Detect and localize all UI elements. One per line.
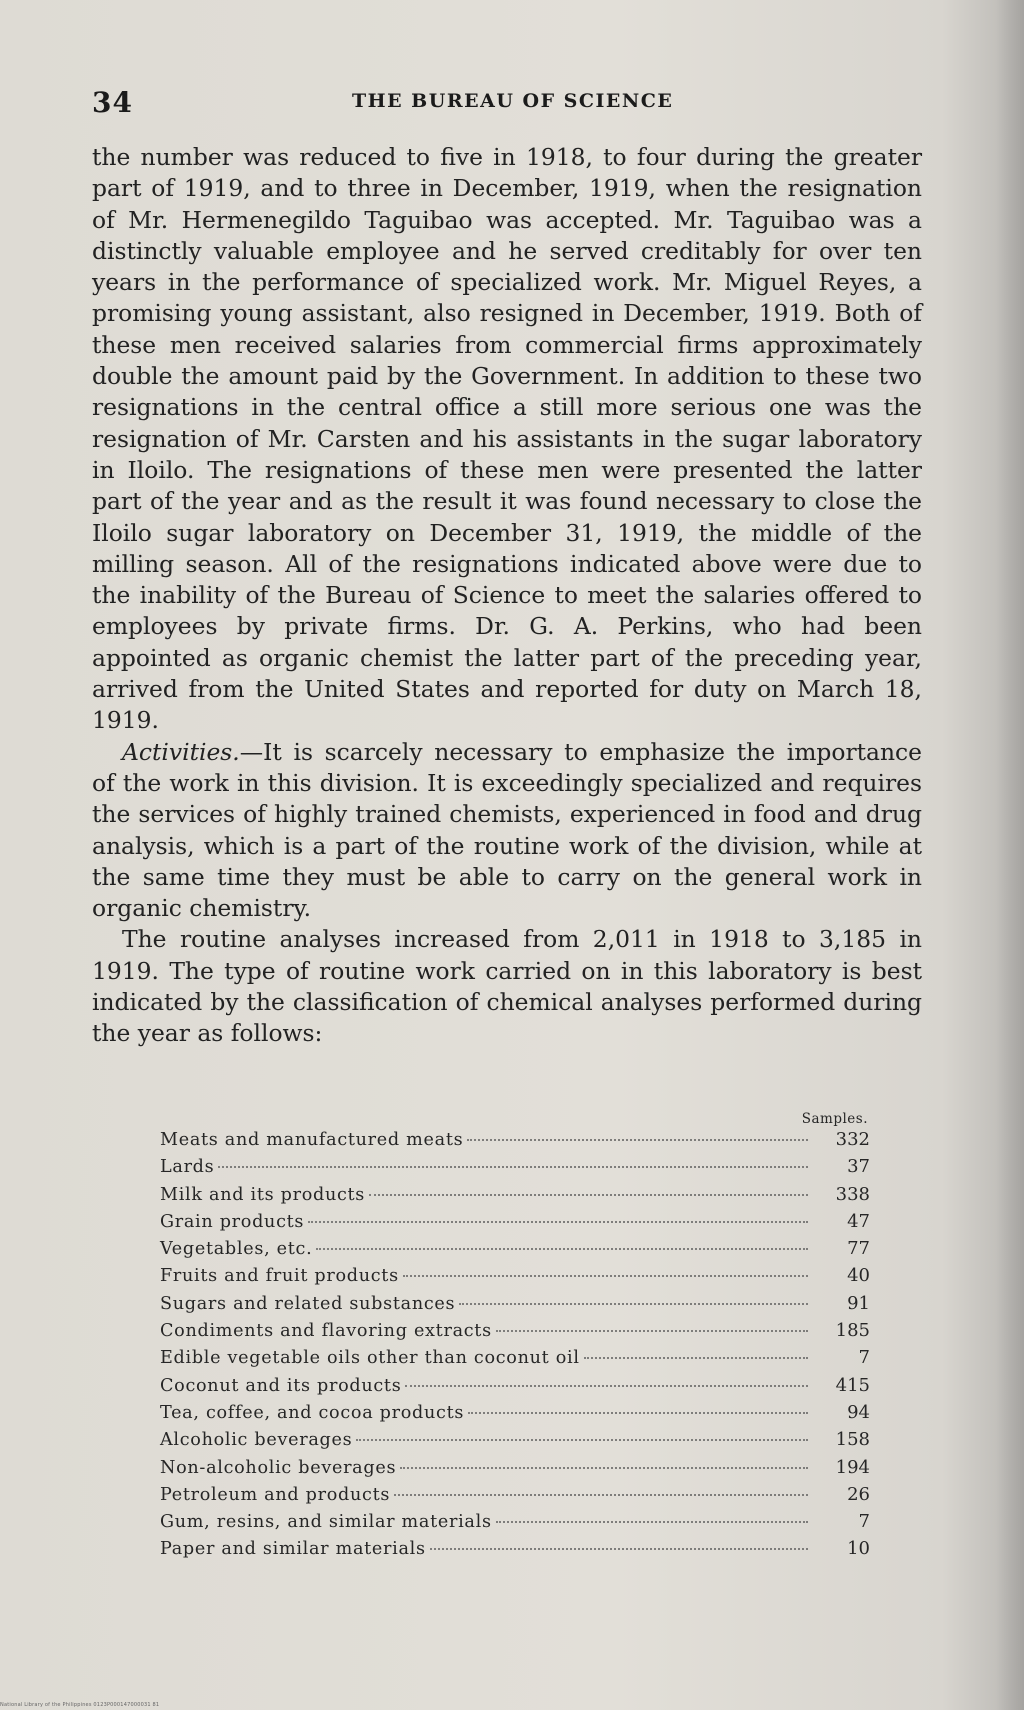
activities-heading: Activities. <box>122 737 240 766</box>
dot-leader <box>405 1385 808 1387</box>
dot-leader <box>316 1248 808 1250</box>
paragraph-2 <box>92 737 922 925</box>
dot-leader <box>496 1330 808 1332</box>
table-row <box>160 1429 870 1456</box>
table-row <box>160 1375 870 1402</box>
row-value: 7 <box>858 1347 870 1369</box>
table-row <box>160 1184 870 1211</box>
table-row <box>160 1238 870 1265</box>
dot-leader <box>467 1139 808 1141</box>
row-label: Sugars and related substances <box>160 1293 456 1314</box>
samples-column-header: Samples. <box>801 1111 868 1127</box>
row-label: Gum, resins, and similar materials <box>160 1512 492 1533</box>
dot-leader <box>356 1439 808 1441</box>
row-value: 185 <box>835 1320 870 1342</box>
row-label: Tea, coffee, and cocoa products <box>160 1402 465 1423</box>
row-label: Paper and similar materials <box>160 1539 426 1560</box>
row-value: 77 <box>847 1238 870 1260</box>
row-label: Alcoholic beverages <box>160 1430 353 1451</box>
row-value: 47 <box>847 1210 870 1232</box>
row-value: 194 <box>835 1456 870 1478</box>
row-label: Grain products <box>160 1211 305 1232</box>
row-label: Fruits and fruit products <box>160 1266 399 1287</box>
running-head: THE BUREAU OF SCIENCE <box>352 90 674 112</box>
dot-leader <box>218 1166 808 1168</box>
table-row <box>160 1402 870 1429</box>
table-row <box>160 1293 870 1320</box>
paragraph-3: The routine analyses increased from 2,011 in 1918 to 3,185 in 1919. The type of routine work carried on in this laboratory is best indicated by the classification of chemical analyses performed during the year as follows: <box>92 925 922 1048</box>
body-text <box>92 142 922 1050</box>
table-row <box>160 1484 870 1511</box>
dot-leader <box>584 1357 808 1359</box>
row-value: 7 <box>858 1511 870 1533</box>
row-value: 10 <box>847 1538 870 1560</box>
dot-leader <box>308 1221 808 1223</box>
table-row <box>160 1457 870 1484</box>
dot-leader <box>430 1548 808 1550</box>
table-row <box>160 1320 870 1347</box>
row-value: 91 <box>847 1292 870 1314</box>
row-value: 415 <box>835 1374 870 1396</box>
row-value: 338 <box>835 1183 870 1205</box>
dot-leader <box>403 1275 808 1277</box>
row-value: 94 <box>847 1401 870 1423</box>
table-row <box>160 1129 870 1156</box>
page-number: 34 <box>92 86 133 119</box>
row-value: 158 <box>835 1429 870 1451</box>
table-row <box>160 1156 870 1183</box>
dot-leader <box>369 1194 808 1196</box>
row-label: Milk and its products <box>160 1184 366 1205</box>
row-label: Petroleum and products <box>160 1484 391 1505</box>
page-edge-shadow <box>996 0 1024 1710</box>
row-label: Meats and manufactured meats <box>160 1130 464 1150</box>
row-label: Edible vegetable oils other than coconut oil <box>160 1348 580 1369</box>
row-value: 37 <box>847 1156 870 1178</box>
page-header <box>92 86 922 122</box>
dot-leader <box>468 1412 808 1414</box>
paragraph-2-text: —It is scarcely necessary to emphasize the importance of the work in this division. It is exceedingly specialized and requires the services of highly trained chemists, experienced in food and drug analysis, which is a part of the routine work of the division, while at the same time they must be able to carry on the general work in organic chemistry. <box>92 737 922 923</box>
table-row <box>160 1511 870 1538</box>
row-label: Condiments and flavoring extracts <box>160 1321 492 1342</box>
row-value: 332 <box>835 1129 870 1150</box>
row-label: Vegetables, etc. <box>160 1239 313 1260</box>
analyses-table <box>160 1111 870 1566</box>
table-row <box>160 1347 870 1374</box>
row-value: 40 <box>847 1265 870 1287</box>
row-value: 26 <box>847 1483 870 1505</box>
dot-leader <box>459 1303 808 1305</box>
dot-leader <box>394 1494 808 1496</box>
table-row <box>160 1265 870 1292</box>
table-row <box>160 1538 870 1565</box>
row-label: Coconut and its products <box>160 1375 402 1396</box>
row-label: Non-alcoholic beverages <box>160 1457 397 1478</box>
paragraph-1: the number was reduced to five in 1918, to four during the greater part of 1919, and to three in December, 1919, when the resignation of Mr. Hermenegildo Taguibao was accepted. Mr. Taguibao was a distinctly valuable employee and he served creditably for over ten years in the performance of specialized work. Mr. Miguel Reyes, a promising young assistant, also resigned in December, 1919. Both of these men received salaries from commercial firms approximately double the amount paid by the Government. In addition to these two resignations in the central office a still more serious one was the resignation of Mr. Carsten and his assistants in the sugar laboratory in Iloilo. The resignations of these men were presented the latter part of the year and as the result it was found necessary to close the Iloilo sugar laboratory on December 31, 1919, the middle of the milling season. All of the resignations indicated above were due to the inability of the Bureau of Science to meet the salaries offered to employees by private firms. Dr. G. A. Perkins, who had been appointed as organic chemist the latter part of the preceding year, arrived from the United States and reported for duty on March 18, 1919. <box>92 143 922 735</box>
scan-credit: National Library of the Philippines 0123P000147000031 81 <box>0 1702 160 1708</box>
dot-leader <box>400 1467 808 1469</box>
row-label: Lards <box>160 1157 215 1178</box>
table-row <box>160 1211 870 1238</box>
dot-leader <box>496 1521 808 1523</box>
